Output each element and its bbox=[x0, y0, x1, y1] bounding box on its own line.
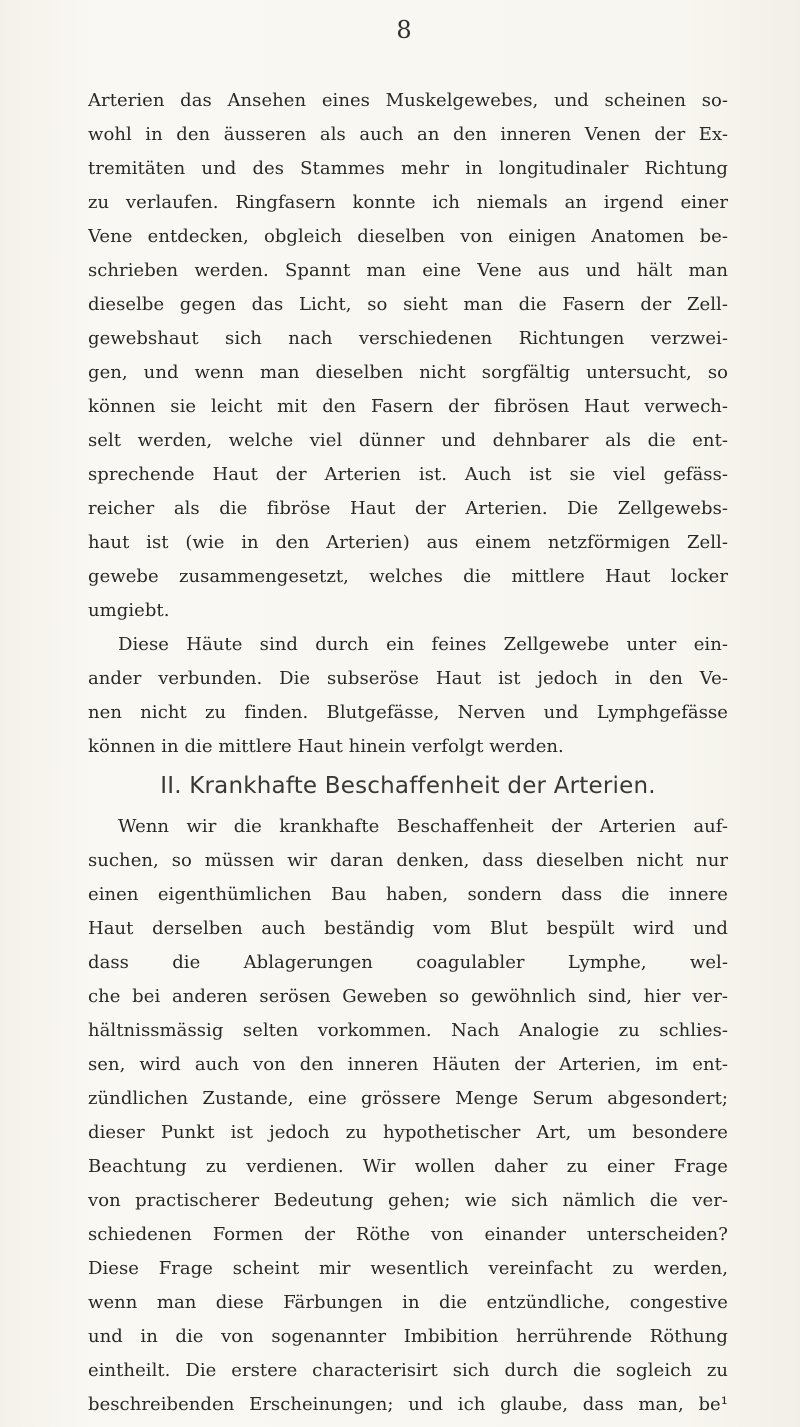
body-line: Arterien das Ansehen eines Muskelgewebes, und scheinen so- bbox=[88, 90, 728, 111]
page-number: 8 bbox=[396, 16, 412, 44]
body-line: umgiebt. bbox=[88, 600, 170, 621]
body-line: dieser Punkt ist jedoch zu hypothetischer Art, um besondere bbox=[88, 1122, 728, 1143]
body-line: schrieben werden. Spannt man eine Vene aus und hält man bbox=[88, 260, 728, 281]
body-line: Vene entdecken, obgleich dieselben von einigen Anatomen be- bbox=[88, 226, 728, 247]
body-line: nen nicht zu finden. Blutgefässe, Nerven und Lymphgefässe bbox=[88, 702, 728, 723]
body-line: wohl in den äusseren als auch an den inneren Venen der Ex- bbox=[88, 124, 728, 145]
body-line: che bei anderen serösen Geweben so gewöhnlich sind, hier ver- bbox=[88, 986, 728, 1007]
body-line: von practischerer Bedeutung gehen; wie sich nämlich die ver- bbox=[88, 1190, 728, 1211]
body-line: gewebe zusammengesetzt, welches die mittlere Haut locker bbox=[88, 566, 728, 587]
body-line: können in die mittlere Haut hinein verfolgt werden. bbox=[88, 736, 564, 757]
body-line: wenn man diese Färbungen in die entzündliche, congestive bbox=[88, 1292, 728, 1313]
body-line: suchen, so müssen wir daran denken, dass dieselben nicht nur bbox=[88, 850, 728, 871]
body-line: Haut derselben auch beständig vom Blut bespült wird und bbox=[88, 918, 728, 939]
body-line: hältnissmässig selten vorkommen. Nach Analogie zu schlies- bbox=[88, 1020, 728, 1041]
body-line: schiedenen Formen der Röthe von einander unterscheiden? bbox=[88, 1224, 728, 1245]
body-line: einen eigenthümlichen Bau haben, sondern dass die innere bbox=[88, 884, 728, 905]
body-line: Diese Häute sind durch ein feines Zellgewebe unter ein- bbox=[118, 634, 728, 655]
body-line: sen, wird auch von den inneren Häuten der Arterien, im ent- bbox=[88, 1054, 728, 1075]
body-line: gen, und wenn man dieselben nicht sorgfältig untersucht, so bbox=[88, 362, 728, 383]
body-line: tremitäten und des Stammes mehr in longitudinaler Richtung bbox=[88, 158, 728, 179]
body-line: dass die Ablagerungen coagulabler Lymphe, wel- bbox=[88, 952, 728, 973]
body-line: können sie leicht mit den Fasern der fibrösen Haut verwech- bbox=[88, 396, 728, 417]
body-line: Beachtung zu verdienen. Wir wollen daher zu einer Frage bbox=[88, 1156, 728, 1177]
body-line: selt werden, welche viel dünner und dehnbarer als die ent- bbox=[88, 430, 728, 451]
body-line: ander verbunden. Die subseröse Haut ist jedoch in den Ve- bbox=[88, 668, 728, 689]
body-line: zu verlaufen. Ringfasern konnte ich niemals an irgend einer bbox=[88, 192, 728, 213]
body-line: gewebshaut sich nach verschiedenen Richtungen verzwei- bbox=[88, 328, 728, 349]
body-line: zündlichen Zustande, eine grössere Menge Serum abgesondert; bbox=[88, 1088, 728, 1109]
body-line: beschreibenden Erscheinungen; und ich glaube, dass man, be¹ bbox=[88, 1394, 728, 1415]
section-heading: II. Krankhafte Beschaffenheit der Arterien. bbox=[160, 773, 656, 799]
body-line: und in die von sogenannter Imbibition herrührende Röthung bbox=[88, 1326, 728, 1347]
body-line: dieselbe gegen das Licht, so sieht man die Fasern der Zell- bbox=[88, 294, 728, 315]
body-line: Wenn wir die krankhafte Beschaffenheit der Arterien auf- bbox=[118, 816, 728, 837]
body-line: sprechende Haut der Arterien ist. Auch ist sie viel gefäss- bbox=[88, 464, 728, 485]
body-line: haut ist (wie in den Arterien) aus einem netzförmigen Zell- bbox=[88, 532, 728, 553]
body-line: Diese Frage scheint mir wesentlich vereinfacht zu werden, bbox=[88, 1258, 728, 1279]
body-line: eintheilt. Die erstere characterisirt sich durch die sogleich zu bbox=[88, 1360, 728, 1381]
body-line: reicher als die fibröse Haut der Arterien. Die Zellgewebs- bbox=[88, 498, 728, 519]
